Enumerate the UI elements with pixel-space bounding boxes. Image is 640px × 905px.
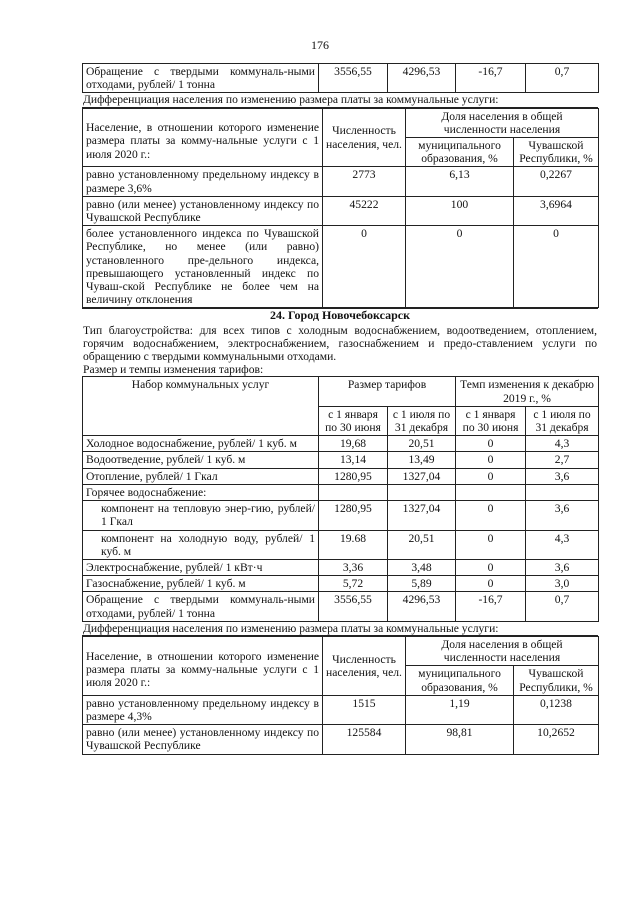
document-body xyxy=(82,63,598,755)
header-share: Доля населения в общей численности населения xyxy=(406,636,599,665)
tariff-value: 0 xyxy=(456,559,526,575)
differentiation-label-2: Дифференциация населения по изменению размера платы за коммунальные услуги: xyxy=(82,622,598,636)
row-label: равно (или менее) установленному индексу по Чувашской Республике xyxy=(83,196,323,225)
service-name: Горячее водоснабжение: xyxy=(83,484,319,500)
table-row xyxy=(83,484,599,500)
tariff-value: 0 xyxy=(456,452,526,468)
tariff-value xyxy=(526,484,599,500)
header-republic: Чувашской Республики, % xyxy=(514,666,599,695)
tariff-value: 3,48 xyxy=(388,559,456,575)
header-municipal: муниципального образования, % xyxy=(406,666,514,695)
row-label: более установленного индекса по Чувашской Республике, но менее (или равно) установленного пре-дельного индекса, превышающего установленный индекс по Чуваш-ской Республике не более чем на величину отклонения xyxy=(83,226,323,308)
header-period-1: с 1 января по 30 июня xyxy=(319,406,388,435)
tariff-value: 1280,95 xyxy=(319,468,388,484)
tariff-value: 3,6 xyxy=(526,559,599,575)
row-value: 1,19 xyxy=(406,695,514,724)
row-value: 2773 xyxy=(323,167,406,196)
table-row xyxy=(83,468,599,484)
row-value: 0 xyxy=(323,226,406,308)
row-value: 100 xyxy=(406,196,514,225)
header-tariff-size: Размер тарифов xyxy=(319,377,456,406)
tariff-value: 0 xyxy=(456,468,526,484)
row-value: 98,81 xyxy=(406,725,514,754)
row-label: равно (или менее) установленному индексу по Чувашской Республике xyxy=(83,725,323,754)
tariffs-label: Размер и темпы изменения тарифов: xyxy=(83,363,264,377)
header-change-rate: Темп изменения к декабрю 2019 г., % xyxy=(456,377,599,406)
tariff-value: 1280,95 xyxy=(319,501,388,530)
row-value: 0,1238 xyxy=(514,695,599,724)
tariff-value: 19,68 xyxy=(319,436,388,452)
row-value: 0 xyxy=(406,226,514,308)
table-row xyxy=(83,196,599,225)
header-republic: Чувашской Республики, % xyxy=(514,138,599,167)
table-row xyxy=(83,592,599,621)
row-value: -16,7 xyxy=(456,64,526,93)
service-name: Водоотведение, рублей/ 1 куб. м xyxy=(83,452,319,468)
header-municipal: муниципального образования, % xyxy=(406,138,514,167)
header-population: Население, в отношении которого изменение размера платы за комму-нальные услуги с 1 июля 2020 г.: xyxy=(83,108,323,167)
tariff-value: 3,36 xyxy=(319,559,388,575)
table-row xyxy=(83,436,599,452)
tariff-value: 4,3 xyxy=(526,530,599,559)
header-count: Численность населения, чел. xyxy=(323,108,406,167)
tariff-value: 1327,04 xyxy=(388,501,456,530)
row-value: 0 xyxy=(514,226,599,308)
service-name: Газоснабжение, рублей/ 1 куб. м xyxy=(83,576,319,592)
tariff-value: 1327,04 xyxy=(388,468,456,484)
section-title: 24. Город Новочебоксарск xyxy=(82,308,598,322)
tariff-value: 20,51 xyxy=(388,436,456,452)
table-row xyxy=(83,226,599,308)
row-value: 3556,55 xyxy=(319,64,388,93)
tariff-value xyxy=(456,484,526,500)
header-period-3: с 1 января по 30 июня xyxy=(456,406,526,435)
row-value: 3,6964 xyxy=(514,196,599,225)
tariff-value: 4296,53 xyxy=(388,592,456,621)
table-row xyxy=(83,167,599,196)
population-table-2 xyxy=(82,636,599,755)
page-number: 176 xyxy=(311,38,329,52)
row-label: Обращение с твердыми коммуналь-ными отходами, рублей/ 1 тонна xyxy=(83,64,319,93)
table-row xyxy=(83,64,599,93)
service-name: Обращение с твердыми коммуналь-ными отходами, рублей/ 1 тонна xyxy=(83,592,319,621)
population-table-1 xyxy=(82,108,599,309)
service-name: Отопление, рублей/ 1 Гкал xyxy=(83,468,319,484)
service-name: компонент на холодную воду, рублей/ 1 куб. м xyxy=(83,530,319,559)
header-period-4: с 1 июля по 31 декабря xyxy=(526,406,599,435)
tariff-value: 3556,55 xyxy=(319,592,388,621)
header-count: Численность населения, чел. xyxy=(323,636,406,695)
header-share: Доля населения в общей численности населения xyxy=(406,108,599,137)
table-row xyxy=(83,452,599,468)
service-name: Электроснабжение, рублей/ 1 кВт·ч xyxy=(83,559,319,575)
tariff-value: 3,0 xyxy=(526,576,599,592)
tariff-value: 0 xyxy=(456,501,526,530)
tariff-value: 0 xyxy=(456,436,526,452)
differentiation-label: Дифференциация населения по изменению размера платы за коммунальные услуги: xyxy=(82,93,598,107)
table-row xyxy=(83,576,599,592)
row-value: 0,7 xyxy=(526,64,599,93)
improvement-type-text: Тип благоустройства: для всех типов с холодным водоснабжением, водоотведением, отоплением, горячим водоснабжением, электроснабжением, газоснабжением и предо-ставлением услуги по обращению с твердыми коммунальными отходами. xyxy=(83,323,597,364)
row-value: 1515 xyxy=(323,695,406,724)
tariff-value: 13,49 xyxy=(388,452,456,468)
row-value: 6,13 xyxy=(406,167,514,196)
table-row xyxy=(83,501,599,530)
row-label: равно установленному предельному индексу в размере 3,6% xyxy=(83,167,323,196)
tariff-value: 19.68 xyxy=(319,530,388,559)
tariff-value xyxy=(388,484,456,500)
tariff-value xyxy=(319,484,388,500)
tariff-value: -16,7 xyxy=(456,592,526,621)
header-services: Набор коммунальных услуг xyxy=(83,377,319,436)
service-name: компонент на тепловую энер-гию, рублей/ 1 Гкал xyxy=(83,501,319,530)
row-value: 125584 xyxy=(323,725,406,754)
tariff-value: 5,89 xyxy=(388,576,456,592)
tariff-value: 2,7 xyxy=(526,452,599,468)
tariff-value: 4,3 xyxy=(526,436,599,452)
tariff-value: 0 xyxy=(456,576,526,592)
row-value: 45222 xyxy=(323,196,406,225)
table-row xyxy=(83,695,599,724)
header-period-2: с 1 июля по 31 декабря xyxy=(388,406,456,435)
tariff-value: 3,6 xyxy=(526,468,599,484)
row-label: равно установленному предельному индексу в размере 4,3% xyxy=(83,695,323,724)
tariff-value: 20,51 xyxy=(388,530,456,559)
table-row xyxy=(83,559,599,575)
table-row xyxy=(83,725,599,754)
tariff-value: 3,6 xyxy=(526,501,599,530)
row-value: 4296,53 xyxy=(388,64,456,93)
table-row xyxy=(83,530,599,559)
header-population: Население, в отношении которого изменение размера платы за комму-нальные услуги с 1 июля 2020 г.: xyxy=(83,636,323,695)
tariff-value: 13,14 xyxy=(319,452,388,468)
row-value: 10,2652 xyxy=(514,725,599,754)
tariff-value: 0,7 xyxy=(526,592,599,621)
tariff-value: 0 xyxy=(456,530,526,559)
row-value: 0,2267 xyxy=(514,167,599,196)
service-name: Холодное водоснабжение, рублей/ 1 куб. м xyxy=(83,436,319,452)
tariff-value: 5,72 xyxy=(319,576,388,592)
tariff-table xyxy=(82,376,599,621)
tariff-table-continued xyxy=(82,63,599,93)
